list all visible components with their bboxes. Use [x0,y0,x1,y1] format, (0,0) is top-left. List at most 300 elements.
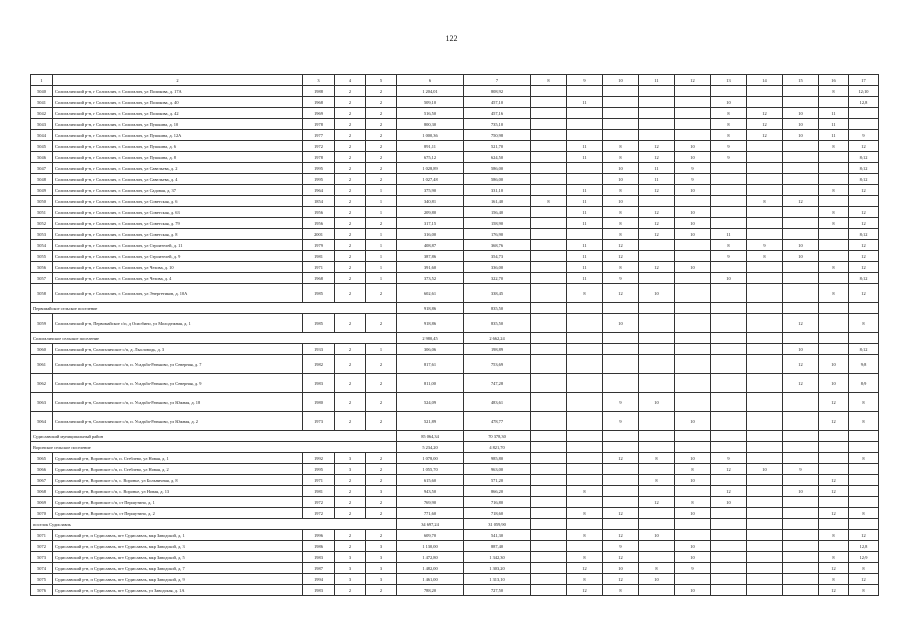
cell-c17: 12;9 [849,552,879,563]
table-row [31,141,879,152]
cell-c7: 716,80 [464,497,531,508]
cell-c10 [603,119,639,130]
cell-c13 [711,508,747,519]
address-cell: Солигаличский р-н, г Солигалич, г. Солигалич, ул Советская, д. 63 [53,207,303,218]
cell-c16: 8 [819,552,849,563]
address-cell: Судиславский р-н, Воронское с/п, ст Першутино, д. 1 [53,497,303,508]
cell-c5: 2 [366,141,397,152]
cell-c5: 2 [366,174,397,185]
cell-c11: 12 [639,218,675,229]
cell-c12: 10 [675,141,711,152]
cell-c14: 8 [747,251,783,262]
cell-c13: 8 [711,240,747,251]
cell-c3: 1988 [303,86,335,97]
cell-c12: 8 [675,464,711,475]
cell-c13: 11 [711,229,747,240]
cell-c9 [567,163,603,174]
cell-c9 [567,174,603,185]
group-label: Судиславский муниципальный район [31,431,397,442]
column-header-11: 11 [639,75,675,86]
address-cell: Солигаличский р-н, г Солигалич, г. Солигалич, ул Пушкина, д. 10 [53,119,303,130]
cell-c3: 1995 [303,163,335,174]
empty-cell [603,303,639,314]
cell-c10: 12 [603,508,639,519]
cell-c3: 1992 [303,453,335,464]
cell-c9 [567,344,603,355]
cell-c7: 158,90 [464,218,531,229]
cell-c15 [783,152,819,163]
table-row [31,185,879,196]
cell-c6: 516,50 [397,108,464,119]
cell-c5: 2 [366,393,397,412]
row-number: 5054 [31,240,53,251]
cell-c4: 2 [335,86,366,97]
empty-cell [567,519,603,530]
cell-c10: 12 [603,530,639,541]
cell-c16 [819,541,849,552]
cell-c11 [639,412,675,431]
cell-c17 [849,475,879,486]
cell-c13 [711,163,747,174]
address-cell: Судиславский р-н, Воронское с/п, п. Стеблево, ул Новая, д. 1 [53,453,303,464]
empty-cell [747,519,783,530]
cell-c3: 1854 [303,196,335,207]
cell-c11 [639,541,675,552]
cell-c4: 2 [335,541,366,552]
column-header-3: 3 [303,75,335,86]
cell-c5: 1 [366,207,397,218]
cell-c15: 10 [783,240,819,251]
cell-c11 [639,344,675,355]
empty-cell [603,519,639,530]
cell-c3: 1996 [303,530,335,541]
cell-c15 [783,530,819,541]
cell-c5: 3 [366,541,397,552]
cell-c5: 2 [366,218,397,229]
address-cell: Солигаличский р-н, г Солигалич, г. Солигалич, ул Пушкина, д. 8 [53,152,303,163]
cell-c15: 10 [783,251,819,262]
column-header-1: 1 [31,75,53,86]
cell-c5: 2 [366,530,397,541]
empty-cell [567,303,603,314]
cell-c17: 12 [849,262,879,273]
empty-cell [819,519,849,530]
empty-cell [639,333,675,344]
cell-c13: 9 [711,141,747,152]
cell-c12 [675,393,711,412]
cell-c6: 1 130,00 [397,541,464,552]
cell-c3: 1971 [303,475,335,486]
table-row [31,119,879,130]
empty-cell [675,333,711,344]
cell-c16 [819,196,849,207]
cell-c13: 8 [711,119,747,130]
cell-c6: 375,90 [397,185,464,196]
cell-c15: 10 [783,486,819,497]
cell-c6: 615,60 [397,475,464,486]
cell-c8 [531,412,567,431]
empty-cell [849,519,879,530]
cell-c8 [531,530,567,541]
cell-c7: 198,89 [464,344,531,355]
cell-c6: 1 028,89 [397,163,464,174]
cell-c16: 10 [819,355,849,374]
cell-c14 [747,141,783,152]
empty-cell [849,431,879,442]
table-row [31,486,879,497]
cell-c13 [711,314,747,333]
cell-c9 [567,412,603,431]
cell-c12: 9 [675,563,711,574]
cell-c11 [639,508,675,519]
cell-c8 [531,453,567,464]
cell-c16: 12 [819,508,849,519]
cell-c4: 2 [335,119,366,130]
empty-cell [675,431,711,442]
cell-c10: 8 [603,262,639,273]
row-number: 5047 [31,163,53,174]
cell-c11 [639,374,675,393]
cell-c12: 10 [675,412,711,431]
cell-c14 [747,344,783,355]
cell-c16 [819,152,849,163]
cell-c6: 1 078,00 [397,453,464,464]
page-number: 122 [445,34,458,43]
cell-c13 [711,574,747,585]
cell-c14 [747,218,783,229]
cell-c16: 12 [819,585,849,596]
cell-c8 [531,574,567,585]
cell-c15 [783,284,819,303]
cell-c6: 943,50 [397,486,464,497]
cell-c4: 2 [335,374,366,393]
cell-c9: 12 [567,585,603,596]
cell-c4: 2 [335,174,366,185]
cell-c5: 1 [366,262,397,273]
table-row [31,464,879,475]
cell-c14 [747,163,783,174]
cell-c16: 12 [819,475,849,486]
cell-c3: 1956 [303,207,335,218]
cell-c7: 866,20 [464,486,531,497]
cell-c14 [747,262,783,273]
cell-c4: 3 [335,453,366,464]
row-number: 5067 [31,475,53,486]
cell-c14 [747,174,783,185]
cell-c9: 8 [567,552,603,563]
cell-c10: 10 [603,174,639,185]
cell-c17 [849,497,879,508]
cell-c10: 10 [603,163,639,174]
column-header-9: 9 [567,75,603,86]
empty-cell [531,431,567,442]
cell-c16: 12 [819,412,849,431]
cell-c17: 12 [849,574,879,585]
cell-c8 [531,552,567,563]
cell-c10: 9 [603,393,639,412]
cell-c9 [567,130,603,141]
cell-c16 [819,240,849,251]
empty-cell [531,303,567,314]
row-number: 5044 [31,130,53,141]
empty-cell [603,333,639,344]
cell-c11: 12 [639,185,675,196]
cell-c17: 8;12 [849,163,879,174]
cell-c8 [531,251,567,262]
cell-c3: 1969 [303,108,335,119]
cell-c12 [675,240,711,251]
cell-c10 [603,108,639,119]
cell-c5: 1 [366,229,397,240]
cell-c15 [783,541,819,552]
cell-c12: 9 [675,174,711,185]
cell-c17: 12 [849,218,879,229]
cell-c15: 12 [783,314,819,333]
cell-c17: 8;12 [849,174,879,185]
address-cell: Судиславский р-н, п Судиславль, пгт Судиславль, ул Заводская, д. 1А [53,585,303,596]
cell-c13: 8 [711,130,747,141]
cell-c13: 8 [711,108,747,119]
table-row [31,196,879,207]
cell-c13 [711,284,747,303]
cell-c9: 8 [567,574,603,585]
table-row [31,97,879,108]
cell-c14 [747,530,783,541]
cell-c8 [531,284,567,303]
cell-c15 [783,574,819,585]
empty-cell [747,442,783,453]
row-number: 5056 [31,262,53,273]
cell-c13 [711,541,747,552]
cell-c12 [675,196,711,207]
address-cell: Солигаличский р-н, г Солигалич, г. Солигалич, ул Поликова, д. 40 [53,97,303,108]
empty-cell [783,431,819,442]
table-row [31,207,879,218]
cell-c4: 2 [335,185,366,196]
row-number: 5068 [31,486,53,497]
cell-c16 [819,174,849,185]
cell-c4: 2 [335,486,366,497]
group-total-c7: 4 821,70 [464,442,531,453]
cell-c7: 750,98 [464,130,531,141]
table-row [31,284,879,303]
cell-c11 [639,108,675,119]
group-subtotal-row [31,303,879,314]
cell-c6: 1 055,70 [397,464,464,475]
cell-c15 [783,393,819,412]
address-cell: Солигаличский р-н, г Солигалич, г. Солигалич, ул Пушкина, д. 12А [53,130,303,141]
cell-c7: 331,10 [464,185,531,196]
cell-c13: 10 [711,97,747,108]
cell-c14 [747,563,783,574]
address-cell: Солигаличский р-н, г Солигалич, г. Солигалич, ул Чехова, д. 4 [53,273,303,284]
empty-cell [603,442,639,453]
row-number: 5058 [31,284,53,303]
cell-c17: 8;12 [849,344,879,355]
cell-c11: 8 [639,475,675,486]
cell-c12: 10 [675,229,711,240]
cell-c17: 8;12 [849,273,879,284]
row-number: 5069 [31,497,53,508]
cell-c5: 1 [366,240,397,251]
cell-c4: 3 [335,464,366,475]
cell-c14 [747,97,783,108]
cell-c5: 2 [366,355,397,374]
group-total-c6: 34 697,24 [397,519,464,530]
cell-c7: 483,61 [464,393,531,412]
cell-c12 [675,284,711,303]
cell-c5: 2 [366,497,397,508]
cell-c9 [567,541,603,552]
cell-c6: 811,00 [397,374,464,393]
cell-c4: 2 [335,218,366,229]
cell-c16: 8 [819,284,849,303]
group-subtotal-row [31,431,879,442]
cell-c16 [819,453,849,464]
cell-c15: 10 [783,130,819,141]
cell-c12: 10 [675,218,711,229]
row-number: 5049 [31,185,53,196]
cell-c4: 2 [335,344,366,355]
cell-c13 [711,530,747,541]
cell-c8 [531,86,567,97]
cell-c6: 1 000,36 [397,130,464,141]
empty-cell [531,519,567,530]
cell-c4: 2 [335,314,366,333]
cell-c8 [531,393,567,412]
cell-c5: 2 [366,585,397,596]
address-cell: Солигаличский р-н, г Солигалич, г. Солигалич, ул Поликова, д. 42 [53,108,303,119]
column-header-10: 10 [603,75,639,86]
row-number: 5072 [31,541,53,552]
cell-c11 [639,130,675,141]
cell-c6: 316,00 [397,229,464,240]
empty-cell [819,333,849,344]
empty-cell [747,303,783,314]
cell-c14 [747,453,783,464]
cell-c14 [747,185,783,196]
cell-c17 [849,119,879,130]
address-cell: Солигаличский р-н, Солигаличское с/п, п. Усадьба-Ратьково, ул Северная, д. 9 [53,374,303,393]
cell-c9: 11 [567,185,603,196]
cell-c10 [603,464,639,475]
row-number: 5045 [31,141,53,152]
cell-c9: 11 [567,207,603,218]
cell-c11: 12 [639,141,675,152]
cell-c15 [783,97,819,108]
cell-c10: 12 [603,453,639,464]
table-row [31,355,879,374]
cell-c13 [711,262,747,273]
address-cell: Солигаличский р-н, Солигаличское с/п, п. Усадьба-Ратьково, ул Северная, д. 7 [53,355,303,374]
cell-c8 [531,163,567,174]
cell-c15 [783,86,819,97]
empty-cell [567,442,603,453]
cell-c4: 2 [335,196,366,207]
cell-c8 [531,475,567,486]
address-cell: Судиславский р-н, п Судиславль, пгт Судиславль, мкр Заводской, д. 1 [53,530,303,541]
empty-cell [603,431,639,442]
cell-c5: 1 [366,196,397,207]
cell-c9: 8 [567,508,603,519]
table-row [31,218,879,229]
cell-c15 [783,563,819,574]
cell-c6: 918,86 [397,314,464,333]
cell-c13 [711,207,747,218]
cell-c4: 2 [335,240,366,251]
cell-c6: 609,70 [397,530,464,541]
cell-c13 [711,393,747,412]
cell-c6: 521,89 [397,412,464,431]
cell-c8 [531,374,567,393]
cell-c3: 1994 [303,574,335,585]
cell-c17: 8;9 [849,374,879,393]
cell-c15: 12 [783,196,819,207]
cell-c6: 769,90 [397,497,464,508]
cell-c9 [567,355,603,374]
cell-c3: 1985 [303,314,335,333]
cell-c3: 1987 [303,563,335,574]
empty-cell [711,303,747,314]
cell-c4: 2 [335,108,366,119]
cell-c3: 2001 [303,229,335,240]
cell-c7: 1 342,30 [464,552,531,563]
cell-c3: 1978 [303,119,335,130]
cell-c9: 11 [567,97,603,108]
row-number: 5059 [31,314,53,333]
cell-c8 [531,97,567,108]
cell-c9: 11 [567,251,603,262]
cell-c6: 340,81 [397,196,464,207]
cell-c4: 2 [335,229,366,240]
cell-c9: 11 [567,273,603,284]
cell-c12 [675,119,711,130]
cell-c8 [531,174,567,185]
cell-c7: 338,45 [464,284,531,303]
address-cell: Солигаличский р-н, г Солигалич, г. Солигалич, ул Советская, д. 6 [53,196,303,207]
cell-c14 [747,152,783,163]
cell-c11: 12 [639,497,675,508]
housing-register-table [30,74,879,596]
cell-c6: 788,20 [397,585,464,596]
cell-c4: 2 [335,412,366,431]
cell-c15: 10 [783,108,819,119]
empty-cell [783,442,819,453]
cell-c13: 10 [711,273,747,284]
cell-c7: 368,76 [464,240,531,251]
cell-c15 [783,585,819,596]
cell-c6: 524,09 [397,393,464,412]
address-cell: Судиславский р-н, п Судиславль, пгт Судиславль, мкр Заводской, д. 9 [53,574,303,585]
cell-c16: 10 [819,374,849,393]
cell-c17 [849,486,879,497]
address-cell: Солигаличский р-н, г Солигалич, г. Солигалич, ул Савельева, д. 2 [53,163,303,174]
cell-c6: 209,80 [397,207,464,218]
address-cell: Солигаличский р-н, Солигаличское с/п, п. Усадьба-Ратьково, ул Южная, д. 2 [53,412,303,431]
cell-c15 [783,185,819,196]
cell-c13 [711,374,747,393]
table-row [31,344,879,355]
cell-c6: 602,61 [397,284,464,303]
cell-c11: 11 [639,163,675,174]
cell-c4: 3 [335,552,366,563]
cell-c17: 8 [849,314,879,333]
cell-c7: 541,30 [464,530,531,541]
cell-c14 [747,374,783,393]
cell-c9 [567,314,603,333]
group-total-c7: 70 378,30 [464,431,531,442]
cell-c3: 1985 [303,284,335,303]
